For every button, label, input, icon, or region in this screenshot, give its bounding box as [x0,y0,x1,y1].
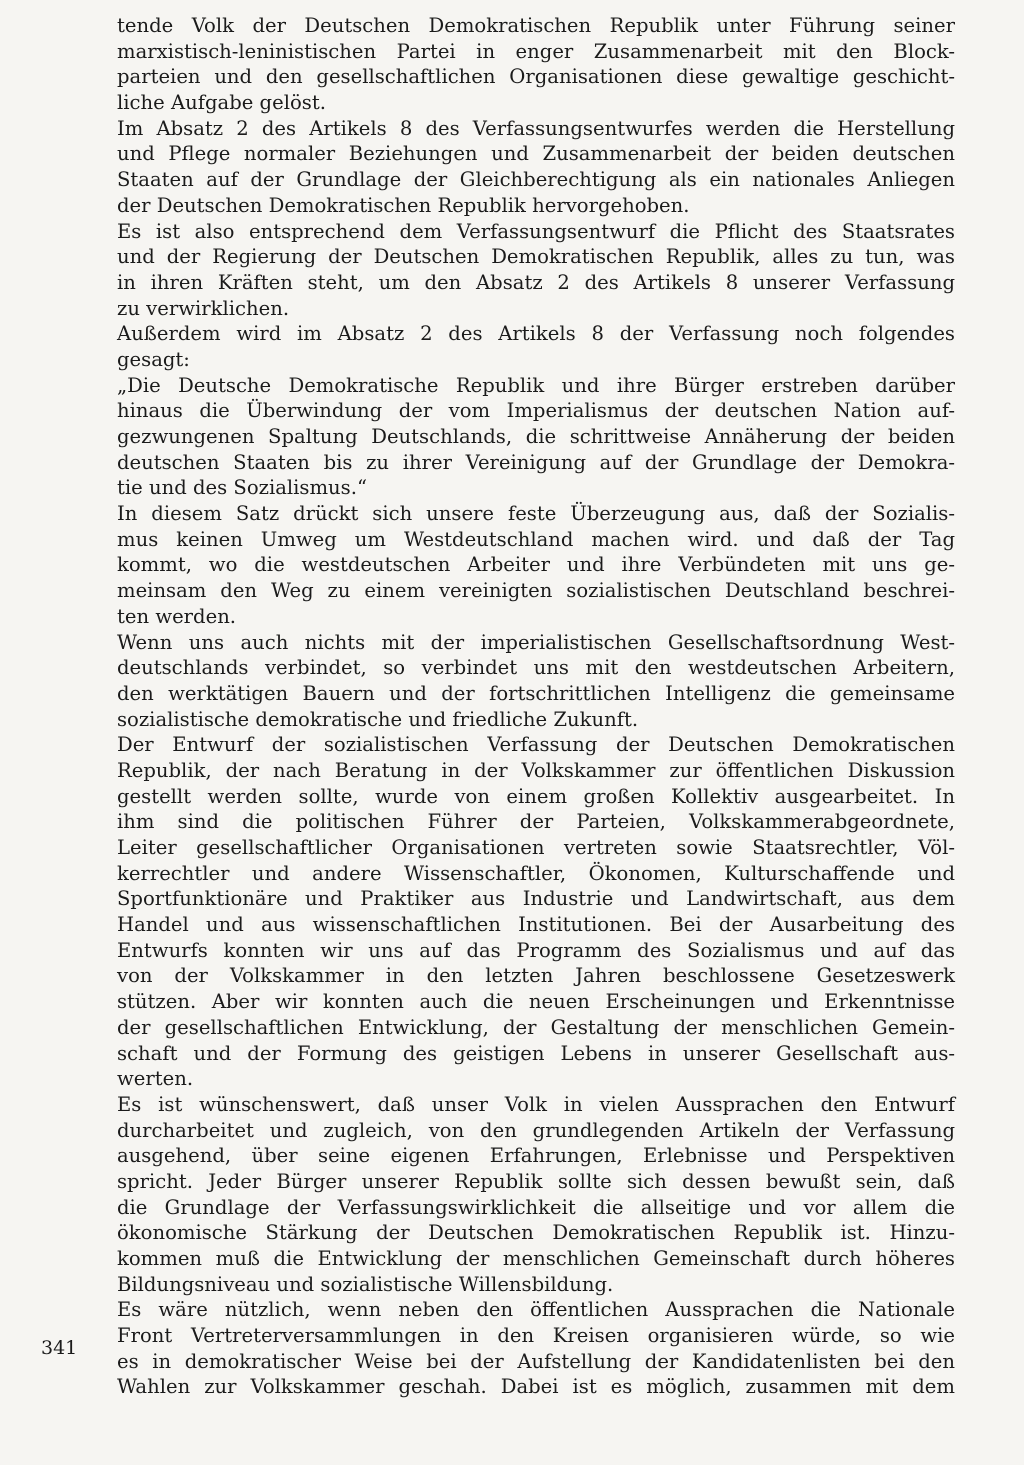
text-line-content: tende Volk der Deutschen Demokratischen Republik unter Führung seiner [117,14,955,37]
text-line [117,655,955,681]
text-line [117,90,955,116]
text-line-content: tie und des Sozialismus.“ [117,476,367,500]
text-line-content: Republik, der nach Beratung in der Volkskammer zur öffentlichen Diskussion [117,758,955,782]
text-line-content: und der Regierung der Deutschen Demokratischen Republik, alles zu tun, was [117,245,955,269]
text-line-content: in ihren Kräften steht, um den Absatz 2 des Artikels 8 unserer Verfassung [117,270,955,294]
text-line [117,527,955,553]
text-line-content: kommt, wo die westdeutschen Arbeiter und ihre Verbündeten mit uns ge- [117,553,955,577]
text-line [117,347,955,373]
text-line-content: gestellt werden sollte, wurde von einem großen Kollektiv ausgearbeitet. In [117,784,955,808]
text-line-content: marxistisch-leninistischen Partei in enger Zusammenarbeit mit den Block- [117,39,955,63]
text-line [117,809,955,835]
paragraph [117,732,955,1092]
paragraph [117,116,955,219]
text-line [117,1323,955,1349]
text-line-content: Front Vertreterversammlungen in den Kreisen organisieren würde, so wie [117,1324,955,1348]
text-line-content: Es ist wünschenswert, daß unser Volk in vielen Aussprachen den Entwurf [117,1092,955,1116]
text-line [117,578,955,604]
text-line [117,1015,955,1041]
text-line-content: von der Volkskammer in den letzten Jahren beschlossene Gesetzeswerk [117,964,955,988]
text-line [117,167,955,193]
paragraph [117,321,955,372]
text-line-content: Staaten auf der Grundlage der Gleichberechtigung als ein nationales Anliegen [117,168,955,192]
text-line-content: mus keinen Umweg um Westdeutschland machen wird. und daß der Tag [117,527,955,551]
body-text [117,13,955,1400]
text-line-content: schaft und der Formung des geistigen Lebens in unserer Gesellschaft aus- [117,1041,955,1065]
text-line [117,1066,955,1092]
text-line [117,963,955,989]
text-line [117,707,955,733]
text-line-content: ökonomische Stärkung der Deutschen Demokratischen Republik ist. Hinzu- [117,1221,955,1245]
text-line-content: gesagt: [117,347,190,371]
text-line-content: Es ist also entsprechend dem Verfassungsentwurf die Pflicht des Staatsrates [117,219,955,243]
paragraph [117,373,955,501]
text-line-content: Es wäre nützlich, wenn neben den öffentlichen Aussprachen die Nationale [117,1298,955,1322]
text-line [117,219,955,245]
text-line [117,886,955,912]
text-line-content: parteien und den gesellschaftlichen Organisationen diese gewaltige geschicht- [117,65,955,89]
text-line [117,1169,955,1195]
text-line-content: meinsam den Weg zu einem vereinigten sozialistischen Deutschland beschrei- [117,579,955,603]
text-line [117,1220,955,1246]
text-line-content: ausgehend, über seine eigenen Erfahrungen, Erlebnisse und Perspektiven [117,1144,955,1168]
text-line [117,1272,955,1298]
text-line [117,784,955,810]
text-line-content: den werktätigen Bauern und der fortschrittlichen Intelligenz die gemeinsame [117,681,955,705]
text-line [117,552,955,578]
text-line-content: die Grundlage der Verfassungswirklichkeit die allseitige und vor allem die [117,1195,955,1219]
text-line [117,1143,955,1169]
paragraph [117,13,955,116]
text-line [117,424,955,450]
text-line [117,861,955,887]
text-line-content: der Deutschen Demokratischen Republik hervorgehoben. [117,193,690,217]
text-line-content: Außerdem wird im Absatz 2 des Artikels 8 der Verfassung noch folgendes [117,322,955,346]
text-line [117,1297,955,1323]
paragraph [117,1092,955,1298]
paragraph [117,219,955,322]
text-line [117,1246,955,1272]
text-line [117,758,955,784]
text-line-content: Wenn uns auch nichts mit der imperialistischen Gesellschaftsordnung West- [117,630,955,654]
text-line [117,681,955,707]
text-line-content: gezwungenen Spaltung Deutschlands, die schrittweise Annäherung der beiden [117,425,955,448]
paragraph [117,1297,955,1400]
text-line-content: der gesellschaftlichen Entwicklung, der Gestaltung der menschlichen Gemein- [117,1015,955,1039]
text-line-content: werten. [117,1067,194,1091]
text-line-content: deutschlands verbindet, so verbindet uns mit den westdeutschen Arbeitern, [117,656,955,680]
page-number: 341 [41,1337,78,1359]
text-line [117,270,955,296]
text-line-content: es in demokratischer Weise bei der Aufstellung der Kandidatenlisten bei den [117,1349,955,1373]
text-line [117,373,955,399]
text-line [117,39,955,65]
paragraph [117,501,955,629]
text-line-content: Sportfunktionäre und Praktiker aus Industrie und Landwirtschaft, aus dem [117,887,955,911]
text-line [117,244,955,270]
text-line [117,1374,955,1400]
text-line [117,912,955,938]
text-line [117,475,955,501]
text-line-content: kerrechtler und andere Wissenschaftler, Ökonomen, Kulturschaffende und [117,861,955,885]
text-line [117,193,955,219]
text-line [117,398,955,424]
text-line-content: Im Absatz 2 des Artikels 8 des Verfassungsentwurfes werden die Herstellung [117,116,955,140]
text-line-content: deutschen Staaten bis zu ihrer Vereinigung auf der Grundlage der Demokra- [117,450,955,474]
text-line [117,1349,955,1375]
text-line [117,13,955,39]
text-line [117,1041,955,1067]
text-line [117,296,955,322]
text-line-content: Leiter gesellschaftlicher Organisationen vertreten sowie Staatsrechtler, Völ- [117,836,955,859]
text-line-content: hinaus die Überwindung der vom Imperialismus der deutschen Nation auf- [117,399,955,423]
text-line-content: stützen. Aber wir konnten auch die neuen Erscheinungen und Erkenntnisse [117,990,955,1014]
text-line-content: durcharbeitet und zugleich, von den grundlegenden Artikeln der Verfassung [117,1118,955,1142]
text-line [117,501,955,527]
text-line-content: Entwurfs konnten wir uns auf das Programm des Sozialismus und auf das [117,938,955,962]
text-line-content: spricht. Jeder Bürger unserer Republik sollte sich dessen bewußt sein, daß [117,1169,955,1193]
text-line-content: sozialistische demokratische und friedliche Zukunft. [117,707,639,731]
text-line-content: kommen muß die Entwicklung der menschlichen Gemeinschaft durch höheres [117,1247,955,1270]
text-line [117,1195,955,1221]
text-line-content: ihm sind die politischen Führer der Parteien, Volkskammerabgeordnete, [117,810,955,834]
text-line-content: und Pflege normaler Beziehungen und Zusammenarbeit der beiden deutschen [117,142,955,166]
text-line [117,450,955,476]
text-line-content: Der Entwurf der sozialistischen Verfassung der Deutschen Demokratischen [117,733,955,757]
text-line [117,989,955,1015]
text-line-content: liche Aufgabe gelöst. [117,91,326,115]
text-line-content: Bildungsniveau und sozialistische Willensbildung. [117,1272,614,1296]
text-line [117,64,955,90]
text-line-content: In diesem Satz drückt sich unsere feste Überzeugung aus, daß der Sozialis- [117,502,955,526]
text-line [117,938,955,964]
text-line [117,321,955,347]
text-line [117,1092,955,1118]
text-line-content: zu verwirklichen. [117,296,290,320]
text-line-content: Handel und aus wissenschaftlichen Institutionen. Bei der Ausarbeitung des [117,913,955,937]
text-line [117,1118,955,1144]
text-line [117,116,955,142]
text-line-content: Wahlen zur Volkskammer geschah. Dabei ist es möglich, zusammen mit dem [117,1375,955,1399]
paragraph [117,630,955,733]
text-line [117,732,955,758]
text-line-content: „Die Deutsche Demokratische Republik und ihre Bürger erstreben darüber [117,373,955,397]
text-line [117,604,955,630]
text-line [117,141,955,167]
text-line-content: ten werden. [117,604,237,628]
text-line [117,835,955,861]
text-line [117,630,955,656]
